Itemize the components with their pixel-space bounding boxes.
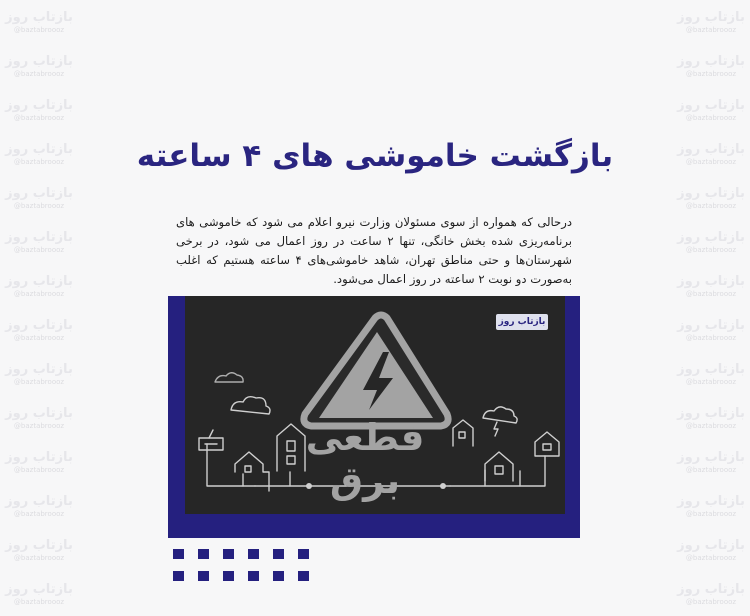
watermark-logo: بازتاب روز — [5, 54, 73, 69]
watermark-item — [672, 220, 750, 264]
watermark-item — [672, 44, 750, 88]
watermark-handle: @baztabroooz — [685, 466, 737, 474]
decorative-dot — [248, 549, 259, 559]
house-left-small — [235, 452, 269, 491]
watermark-item — [0, 308, 78, 352]
watermark-item — [0, 264, 78, 308]
watermark-handle: @baztabroooz — [685, 26, 737, 34]
watermark-logo: بازتاب روز — [5, 10, 73, 25]
watermark-handle: @baztabroooz — [13, 158, 65, 166]
watermark-item — [672, 264, 750, 308]
decorative-dot — [273, 571, 284, 581]
watermark-column-right — [672, 0, 750, 606]
watermark-logo: بازتاب روز — [677, 54, 745, 69]
watermark-handle: @baztabroooz — [685, 70, 737, 78]
watermark-logo: بازتاب روز — [5, 450, 73, 465]
watermark-item — [0, 484, 78, 528]
left-device — [199, 438, 223, 450]
watermark-item — [0, 132, 78, 176]
small-bolt — [494, 422, 498, 436]
watermark-item — [0, 88, 78, 132]
watermark-logo: بازتاب روز — [677, 98, 745, 113]
watermark-logo: بازتاب روز — [677, 10, 745, 25]
watermark-item — [0, 44, 78, 88]
decorative-dot — [223, 571, 234, 581]
watermark-handle: @baztabroooz — [13, 422, 65, 430]
watermark-logo: بازتاب روز — [5, 98, 73, 113]
power-outage-illustration — [185, 296, 565, 514]
decorative-dot — [173, 549, 184, 559]
watermark-handle: @baztabroooz — [685, 246, 737, 254]
decorative-dot — [223, 549, 234, 559]
cloud-right — [483, 407, 517, 423]
watermark-logo: بازتاب روز — [5, 230, 73, 245]
cloud-left — [231, 397, 270, 414]
watermark-handle: @baztabroooz — [685, 554, 737, 562]
watermark-handle: @baztabroooz — [685, 378, 737, 386]
watermark-handle: @baztabroooz — [13, 334, 65, 342]
watermark-logo: بازتاب روز — [5, 494, 73, 509]
watermark-logo: بازتاب روز — [677, 450, 745, 465]
decorative-dot — [198, 549, 209, 559]
watermark-item — [672, 176, 750, 220]
decorative-dot — [298, 549, 309, 559]
article-paragraph: درحالی که همواره از سوی مسئولان وزارت نیرو اعلام می شود که خاموشی های برنامه‌ریزی شده بخش خانگی، تنها ۲ ساعت در روز اعمال می شود، در برخی شهرستان‌ها و حتی مناطق تهران، شاهد خاموشی‌های ۴ ساعته هستیم که اغلب به‌صورت دو نوبت ۲ ساعته در روز اعمال می‌شود. — [168, 208, 580, 296]
watermark-item — [0, 220, 78, 264]
watermark-logo: بازتاب روز — [677, 494, 745, 509]
watermark-item — [0, 396, 78, 440]
watermark-item — [0, 352, 78, 396]
watermark-logo: بازتاب روز — [5, 142, 73, 157]
watermark-logo: بازتاب روز — [677, 142, 745, 157]
watermark-handle: @baztabroooz — [13, 378, 65, 386]
decorative-dot — [198, 571, 209, 581]
watermark-handle: @baztabroooz — [13, 246, 65, 254]
watermark-item — [672, 132, 750, 176]
watermark-logo: بازتاب روز — [677, 186, 745, 201]
watermark-logo: بازتاب روز — [677, 274, 745, 289]
watermark-handle: @baztabroooz — [13, 202, 65, 210]
watermark-item — [672, 528, 750, 572]
watermark-logo: بازتاب روز — [5, 582, 73, 597]
cloud-far-left — [215, 373, 243, 382]
watermark-item — [672, 572, 750, 616]
decorative-dot-grid — [173, 549, 313, 587]
watermark-handle: @baztabroooz — [13, 466, 65, 474]
watermark-handle: @baztabroooz — [13, 598, 65, 606]
watermark-handle: @baztabroooz — [685, 598, 737, 606]
watermark-logo: بازتاب روز — [677, 362, 745, 377]
watermark-handle: @baztabroooz — [685, 114, 737, 122]
decorative-dot — [298, 571, 309, 581]
watermark-logo: بازتاب روز — [5, 406, 73, 421]
watermark-item — [672, 308, 750, 352]
watermark-logo: بازتاب روز — [5, 362, 73, 377]
watermark-handle: @baztabroooz — [685, 158, 737, 166]
watermark-logo: بازتاب روز — [5, 186, 73, 201]
watermark-handle: @baztabroooz — [13, 290, 65, 298]
watermark-handle: @baztabroooz — [13, 70, 65, 78]
watermark-logo: بازتاب روز — [677, 582, 745, 597]
watermark-item — [672, 352, 750, 396]
watermark-item — [672, 0, 750, 44]
watermark-logo: بازتاب روز — [5, 274, 73, 289]
ground-wire-right — [450, 456, 545, 486]
watermark-item — [672, 396, 750, 440]
watermark-handle: @baztabroooz — [685, 422, 737, 430]
watermark-handle: @baztabroooz — [13, 26, 65, 34]
watermark-logo: بازتاب روز — [5, 538, 73, 553]
watermark-handle: @baztabroooz — [685, 290, 737, 298]
watermark-handle: @baztabroooz — [13, 554, 65, 562]
image-brand-logo: بازتاب روز — [496, 314, 548, 330]
page-title: بازگشت خاموشی های ۴ ساعته — [136, 138, 614, 174]
watermark-item — [672, 88, 750, 132]
decorative-dot — [273, 549, 284, 559]
power-cut-caption: قطعی برق — [305, 416, 425, 502]
watermark-logo: بازتاب روز — [677, 538, 745, 553]
lightning-warning-icon — [304, 315, 448, 426]
decorative-dot — [248, 571, 259, 581]
watermark-handle: @baztabroooz — [13, 114, 65, 122]
decorative-dot — [173, 571, 184, 581]
watermark-logo: بازتاب روز — [677, 406, 745, 421]
watermark-item — [0, 0, 78, 44]
watermark-handle: @baztabroooz — [685, 334, 737, 342]
watermark-handle: @baztabroooz — [13, 510, 65, 518]
watermark-logo: بازتاب روز — [677, 230, 745, 245]
watermark-handle: @baztabroooz — [685, 510, 737, 518]
watermark-item — [0, 572, 78, 616]
watermark-column-left — [0, 0, 78, 606]
house-right-1 — [453, 420, 473, 446]
watermark-logo: بازتاب روز — [5, 318, 73, 333]
watermark-item — [0, 528, 78, 572]
watermark-item — [672, 440, 750, 484]
watermark-item — [0, 440, 78, 484]
watermark-logo: بازتاب روز — [677, 318, 745, 333]
watermark-handle: @baztabroooz — [685, 202, 737, 210]
watermark-item — [0, 176, 78, 220]
watermark-item — [672, 484, 750, 528]
